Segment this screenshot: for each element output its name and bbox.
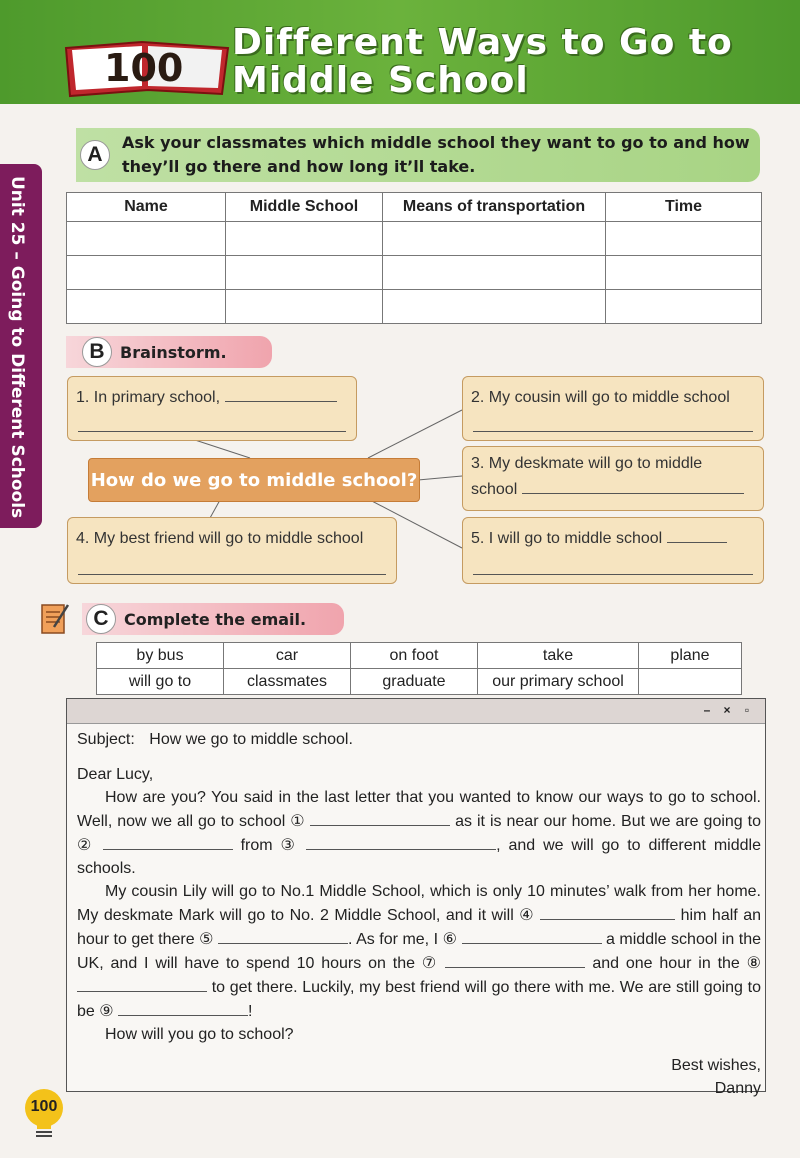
brainstorm-box-1 [67, 376, 357, 441]
email-closing: Best wishes, [671, 1057, 761, 1074]
table-cell[interactable] [67, 222, 226, 256]
blank-3[interactable] [306, 833, 496, 850]
p2-text-c: . As for me, I ⑥ [348, 931, 457, 948]
subject-field[interactable]: How we go to middle school. [145, 731, 357, 749]
table-cell[interactable] [606, 290, 762, 324]
brainstorm-center-question: How do we go to middle school? [88, 458, 420, 502]
close-icon[interactable]: × [723, 703, 731, 717]
maximize-icon[interactable]: ▫ [744, 703, 750, 717]
p2-text-d: a middle school in the UK, and I will have to spend 10 hours on the ⑦ [77, 931, 762, 972]
table-cell[interactable] [67, 256, 226, 290]
p1-text-c: from ③ [240, 837, 299, 854]
word-bank-item: will go to [97, 669, 224, 695]
brainstorm-box-3-text-cont: school [471, 481, 518, 498]
brainstorm-box-1-text: 1. In primary school, [76, 389, 221, 406]
blank-2[interactable] [103, 833, 233, 850]
page-number: 100 [30, 1098, 58, 1115]
section-b-letter: B [82, 337, 112, 367]
unit-sidebar-tab [0, 164, 42, 528]
email-window [66, 698, 766, 1097]
header-time: Time [606, 193, 762, 222]
p1-text-b: as it is near our home. But we are going to ② [77, 813, 762, 854]
word-bank-row [97, 643, 742, 669]
blank-4[interactable] [540, 903, 675, 920]
section-a-header [76, 128, 760, 182]
blank-9[interactable] [118, 999, 248, 1016]
brainstorm-box-2-text: 2. My cousin will go to middle school [471, 389, 730, 406]
p2-text-g: ! [248, 1003, 253, 1020]
email-title-bar [67, 699, 765, 724]
section-c-letter: C [86, 604, 116, 634]
header-transportation: Means of transportation [383, 193, 606, 222]
email-paragraph-1 [77, 786, 761, 880]
table-cell[interactable] [383, 290, 606, 324]
word-bank-item: classmates [224, 669, 351, 695]
word-bank-item [639, 669, 742, 695]
section-a-instruction [122, 131, 750, 179]
table-cell[interactable] [226, 256, 383, 290]
answer-line[interactable] [78, 574, 386, 575]
brainstorm-box-3-text: 3. My deskmate will go to middle [471, 455, 703, 472]
word-bank-item: on foot [351, 643, 478, 669]
table-cell[interactable] [383, 222, 606, 256]
table-cell[interactable] [383, 256, 606, 290]
email-body [77, 763, 761, 1100]
section-a-instruction-line-2: they’ll go there and how long it’ll take. [122, 157, 476, 176]
brainstorm-box-2 [462, 376, 764, 441]
table-row [67, 290, 762, 324]
lesson-number: 100 [104, 46, 184, 90]
table-cell[interactable] [226, 222, 383, 256]
section-c-header [82, 603, 344, 635]
survey-table [66, 192, 762, 324]
brainstorm-box-4-text: 4. My best friend will go to middle school [76, 530, 364, 547]
section-c-label: Complete the email. [124, 609, 307, 629]
email-signature: Danny [714, 1080, 761, 1097]
email-greeting: Dear Lucy, [77, 766, 154, 783]
table-row [67, 222, 762, 256]
p1-text-a: How are you? You said in the last letter that you wanted to know our ways to go to school. Well, now we all go to school ① [77, 789, 761, 830]
table-cell[interactable] [606, 222, 762, 256]
email-paragraph-3: How will you go to school? [105, 1026, 294, 1043]
table-cell[interactable] [67, 290, 226, 324]
brainstorm-box-4 [67, 517, 397, 584]
word-bank-row [97, 669, 742, 695]
word-bank-item: plane [639, 643, 742, 669]
header-name: Name [67, 193, 226, 222]
p2-text-b: him half an hour to get there ⑤ [77, 907, 762, 948]
answer-line[interactable] [473, 431, 753, 432]
minimize-icon[interactable]: – [703, 703, 711, 717]
table-cell[interactable] [226, 290, 383, 324]
brainstorm-box-5-text: 5. I will go to middle school [471, 530, 663, 547]
blank-5[interactable] [218, 927, 348, 944]
table-cell[interactable] [606, 256, 762, 290]
page-title [232, 24, 733, 100]
word-bank-table [96, 642, 742, 695]
table-row [67, 256, 762, 290]
section-b-label: Brainstorm. [120, 342, 227, 362]
section-a-letter: A [80, 140, 110, 170]
p2-text-f: to get there. Luckily, my best friend will go there with me. We are still going to be ⑨ [77, 979, 761, 1020]
answer-blank[interactable] [522, 477, 744, 494]
header-middle-school: Middle School [226, 193, 383, 222]
p2-text-a: My cousin Lily will go to No.1 Middle School, which is only 10 minutes’ walk from her home. My deskmate Mark will go to No. 2 Middle School, and it will ④ [77, 883, 761, 924]
word-bank-item: graduate [351, 669, 478, 695]
section-a-instruction-line-1: Ask your classmates which middle school they want to go to and how [122, 133, 750, 152]
blank-1[interactable] [310, 809, 450, 826]
word-bank-item: car [224, 643, 351, 669]
word-bank-item: take [478, 643, 639, 669]
answer-blank[interactable] [225, 385, 337, 402]
page-header [0, 0, 800, 104]
email-paragraph-2 [77, 880, 761, 1023]
p1-text-d: , and we will go to different middle schools. [77, 837, 761, 877]
survey-header-row [67, 193, 762, 222]
brainstorm-box-3 [462, 446, 764, 511]
unit-label: Unit 25 – Going to Different Schools [7, 176, 27, 519]
p2-text-e: and one hour in the ⑧ [592, 955, 762, 972]
page-title-line-2: Middle School [232, 60, 529, 101]
blank-7[interactable] [445, 951, 585, 968]
blank-6[interactable] [462, 927, 602, 944]
section-b-header [66, 336, 272, 368]
clipboard-pencil-icon [40, 601, 70, 635]
email-subject-row [77, 731, 357, 749]
brainstorm-box-5 [462, 517, 764, 584]
word-bank-item: by bus [97, 643, 224, 669]
answer-blank[interactable] [667, 526, 727, 543]
blank-8[interactable] [77, 975, 207, 992]
subject-label: Subject: [77, 731, 135, 748]
word-bank-item: our primary school [478, 669, 639, 695]
page-title-line-1: Different Ways to Go to [232, 22, 733, 63]
answer-line[interactable] [473, 574, 753, 575]
answer-line[interactable] [78, 431, 346, 432]
